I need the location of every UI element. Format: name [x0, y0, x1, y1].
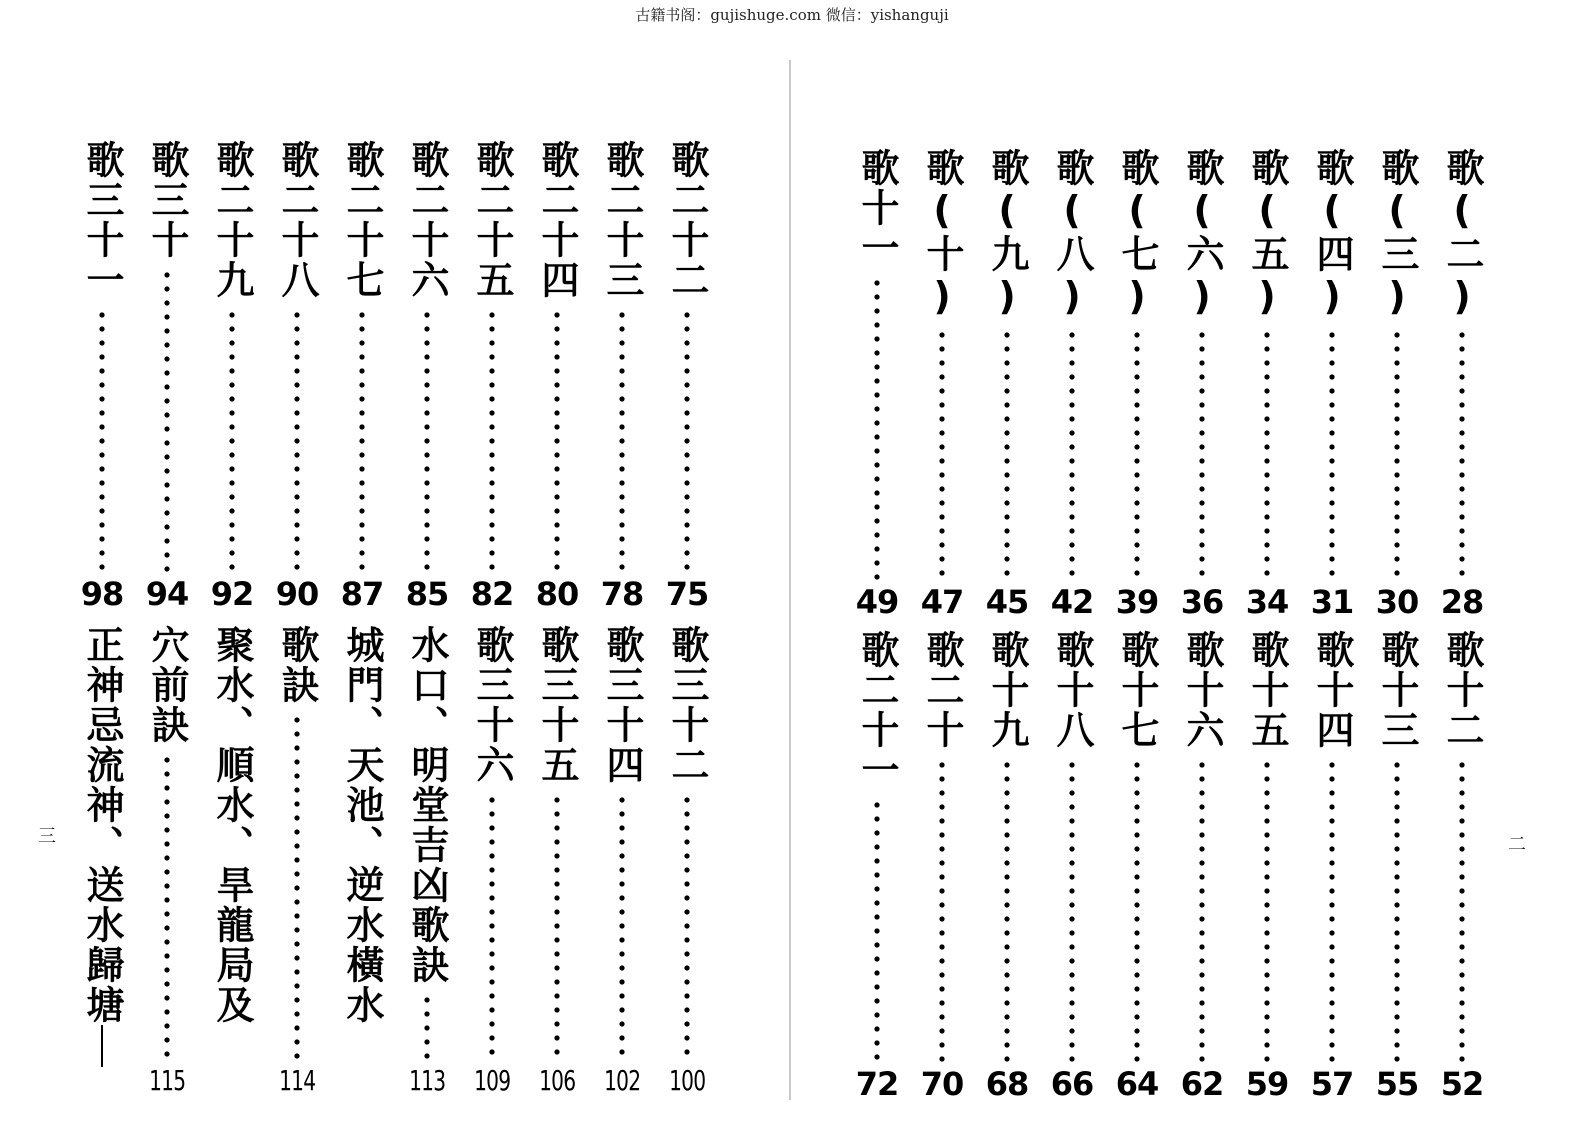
continuation-line: [101, 1025, 103, 1067]
toc-entry-page: 45: [985, 583, 1029, 621]
toc-entry-title: 歌二十二: [665, 140, 709, 300]
toc-entry-page: 82: [470, 575, 514, 613]
toc-entry-page: 57: [1310, 1065, 1354, 1103]
toc-entry-title: 聚水、順水、旱龍局及: [210, 625, 254, 1025]
toc-entry[interactable]: [265, 140, 329, 613]
dot-leader: [1199, 758, 1205, 1062]
toc-entry-page: 52: [1440, 1065, 1484, 1103]
toc-entry-title: 歌(四): [1310, 148, 1354, 320]
toc-entry[interactable]: [1300, 148, 1364, 621]
toc-entry-title: 歌(九): [985, 148, 1029, 320]
toc-entry[interactable]: [1105, 148, 1169, 621]
right-page-bottom-row: [845, 630, 1505, 1103]
toc-entry-page: 68: [985, 1065, 1029, 1103]
toc-entry[interactable]: [1040, 630, 1104, 1103]
toc-entry-page: 92: [210, 575, 254, 613]
toc-entry[interactable]: [200, 140, 264, 613]
toc-entry-page: 59: [1245, 1065, 1289, 1103]
toc-entry[interactable]: [395, 140, 459, 613]
toc-entry[interactable]: [910, 630, 974, 1103]
toc-entry[interactable]: [590, 140, 654, 613]
dot-leader: [554, 308, 560, 572]
toc-entry[interactable]: [910, 148, 974, 621]
toc-entry-title: 歌三十一: [80, 140, 124, 300]
toc-entry-title: 歌十二: [1440, 630, 1484, 750]
toc-entry-page: 39: [1115, 583, 1159, 621]
toc-entry-title: 歌(八): [1050, 148, 1094, 320]
dot-leader: [619, 308, 625, 572]
dot-leader: [489, 793, 495, 1061]
toc-entry-title: 歌(三): [1375, 148, 1419, 320]
toc-entry[interactable]: [1170, 148, 1234, 621]
toc-entry-page: 90: [275, 575, 319, 613]
dot-leader: [424, 308, 430, 572]
dot-leader: [424, 993, 430, 1061]
dot-leader: [1004, 328, 1010, 580]
toc-entry-page: 47: [920, 583, 964, 621]
dot-leader: [619, 793, 625, 1061]
toc-entry-page: 113: [408, 1064, 446, 1097]
toc-entry[interactable]: [1235, 630, 1299, 1103]
toc-entry-page: 31: [1310, 583, 1354, 621]
toc-entry-title: 歌二十三: [600, 140, 644, 300]
toc-entry[interactable]: [655, 625, 719, 1095]
toc-entry-title: 歌二十六: [405, 140, 449, 300]
toc-entry-title: 水口、明堂吉凶歌訣: [405, 625, 449, 985]
dot-leader: [99, 308, 105, 572]
toc-entry-title: 歌十七: [1115, 630, 1159, 750]
toc-entry[interactable]: [1430, 148, 1494, 621]
toc-entry-page: 64: [1115, 1065, 1159, 1103]
toc-entry[interactable]: [525, 625, 589, 1095]
toc-entry[interactable]: [1430, 630, 1494, 1103]
toc-entry[interactable]: [395, 625, 459, 1095]
dot-leader: [164, 753, 170, 1061]
toc-entry[interactable]: [975, 630, 1039, 1103]
toc-entry[interactable]: [845, 630, 909, 1103]
toc-entry[interactable]: [1365, 630, 1429, 1103]
toc-entry-page: 75: [665, 575, 709, 613]
dot-leader: [1264, 328, 1270, 580]
dot-leader: [939, 758, 945, 1062]
toc-entry[interactable]: [975, 148, 1039, 621]
toc-entry-title: 歌(十): [920, 148, 964, 320]
dot-leader: [1134, 328, 1140, 580]
toc-entry-title: 歌三十五: [535, 625, 579, 785]
toc-entry-page: 85: [405, 575, 449, 613]
dot-leader: [684, 308, 690, 572]
toc-entry-page: 98: [80, 575, 124, 613]
dot-leader: [1199, 328, 1205, 580]
dot-leader: [1069, 328, 1075, 580]
toc-entry[interactable]: [330, 140, 394, 613]
toc-entry-page: 109: [473, 1064, 511, 1097]
toc-entry-title: 城門、天池、逆水橫水: [340, 625, 384, 1025]
toc-entry-page: 87: [340, 575, 384, 613]
toc-entry[interactable]: [655, 140, 719, 613]
left-page-number: 三: [38, 826, 56, 847]
dot-leader: [359, 308, 365, 572]
toc-entry[interactable]: [70, 625, 134, 1095]
dot-leader: [1134, 758, 1140, 1062]
toc-entry-page: 102: [603, 1064, 641, 1097]
toc-entry-title: 歌十四: [1310, 630, 1354, 750]
toc-entry-title: 歌(二): [1440, 148, 1484, 320]
page-gutter: [789, 60, 791, 1100]
toc-entry[interactable]: [135, 625, 199, 1095]
toc-entry[interactable]: [525, 140, 589, 613]
toc-entry-page: 114: [278, 1064, 316, 1097]
toc-entry-title: 歌十五: [1245, 630, 1289, 750]
toc-entry-title: 歌十八: [1050, 630, 1094, 750]
toc-entry-title: 歌十三: [1375, 630, 1419, 750]
toc-entry-page: 55: [1375, 1065, 1419, 1103]
dot-leader: [1394, 328, 1400, 580]
toc-entry[interactable]: [200, 625, 264, 1095]
toc-entry-page: 34: [1245, 583, 1289, 621]
toc-entry-title: 歌三十二: [665, 625, 709, 785]
toc-entry-title: 歌二十一: [855, 630, 899, 790]
dot-leader: [489, 308, 495, 572]
dot-leader: [1069, 758, 1075, 1062]
dot-leader: [874, 276, 880, 580]
toc-entry-page: 30: [1375, 583, 1419, 621]
watermark-text: 古籍书阁：gujishuge.com 微信：yishanguji: [635, 6, 949, 24]
toc-entry[interactable]: [135, 140, 199, 613]
dot-leader: [684, 793, 690, 1061]
toc-entry[interactable]: [1040, 148, 1104, 621]
toc-entry-page: 62: [1180, 1065, 1224, 1103]
toc-entry[interactable]: [460, 140, 524, 613]
dot-leader: [164, 268, 170, 572]
right-page-number: 二: [1508, 834, 1526, 855]
toc-entry-title: 歌三十: [145, 140, 189, 260]
dot-leader: [1264, 758, 1270, 1062]
dot-leader: [1459, 328, 1465, 580]
toc-entry-title: 歌二十九: [210, 140, 254, 300]
toc-entry-title: 歌二十七: [340, 140, 384, 300]
toc-entry-title: 歌二十: [920, 630, 964, 750]
toc-entry-title: 歌(五): [1245, 148, 1289, 320]
toc-entry-page: 28: [1440, 583, 1484, 621]
toc-entry-page: 70: [920, 1065, 964, 1103]
toc-entry[interactable]: [590, 625, 654, 1095]
left-page-bottom-row: [70, 625, 720, 1095]
toc-entry-title: 歌二十八: [275, 140, 319, 300]
toc-entry[interactable]: [330, 625, 394, 1095]
toc-entry-title: 歌(七): [1115, 148, 1159, 320]
toc-entry-page: 106: [538, 1064, 576, 1097]
toc-entry-title: 歌訣: [275, 625, 319, 705]
dot-leader: [294, 713, 300, 1061]
dot-leader: [939, 328, 945, 580]
toc-entry-page: 78: [600, 575, 644, 613]
toc-entry-title: 歌三十四: [600, 625, 644, 785]
left-page-top-row: [70, 140, 720, 613]
toc-entry[interactable]: [1105, 630, 1169, 1103]
toc-entry-page: 49: [855, 583, 899, 621]
dot-leader: [874, 798, 880, 1062]
dot-leader: [1004, 758, 1010, 1062]
toc-entry-title: 歌十六: [1180, 630, 1224, 750]
toc-entry[interactable]: [460, 625, 524, 1095]
toc-entry-title: 歌十九: [985, 630, 1029, 750]
toc-entry-title: 歌二十五: [470, 140, 514, 300]
toc-entry[interactable]: [1170, 630, 1234, 1103]
toc-entry-page: 66: [1050, 1065, 1094, 1103]
dot-leader: [1329, 758, 1335, 1062]
dot-leader: [1459, 758, 1465, 1062]
dot-leader: [1329, 328, 1335, 580]
toc-entry-title: 穴前訣: [145, 625, 189, 745]
toc-entry-page: 42: [1050, 583, 1094, 621]
toc-entry-title: 歌二十四: [535, 140, 579, 300]
dot-leader: [554, 793, 560, 1061]
toc-entry[interactable]: [845, 148, 909, 621]
toc-entry-title: 歌十一: [855, 148, 899, 268]
toc-entry-title: 正神忌流神、送水歸塘: [80, 625, 124, 1025]
toc-entry[interactable]: [1300, 630, 1364, 1103]
toc-entry-page: 36: [1180, 583, 1224, 621]
toc-entry-page: 94: [145, 575, 189, 613]
right-page-top-row: [845, 148, 1505, 621]
toc-entry[interactable]: [1365, 148, 1429, 621]
toc-entry-page: 100: [668, 1064, 706, 1097]
toc-entry-title: 歌(六): [1180, 148, 1224, 320]
dot-leader: [229, 308, 235, 572]
toc-entry-title: 歌三十六: [470, 625, 514, 785]
toc-entry[interactable]: [265, 625, 329, 1095]
toc-entry[interactable]: [70, 140, 134, 613]
toc-entry-page: 72: [855, 1065, 899, 1103]
toc-entry-page: 80: [535, 575, 579, 613]
toc-entry-page: 115: [148, 1064, 186, 1097]
dot-leader: [1394, 758, 1400, 1062]
toc-entry[interactable]: [1235, 148, 1299, 621]
dot-leader: [294, 308, 300, 572]
